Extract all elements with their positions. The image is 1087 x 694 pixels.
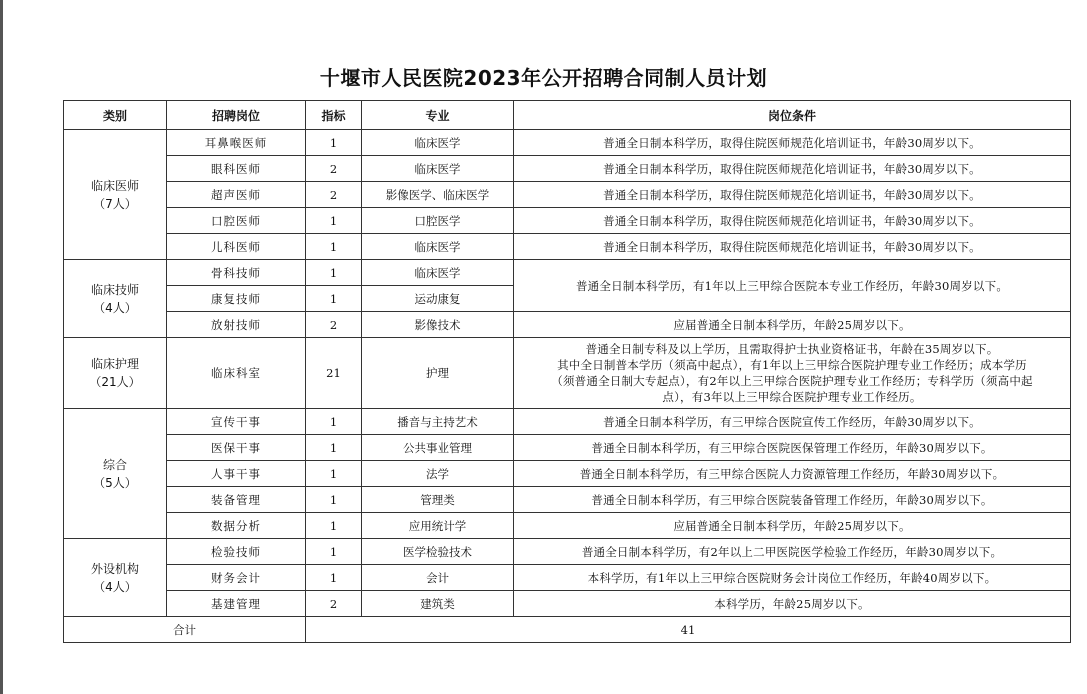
quota-cell: 1	[306, 130, 362, 156]
table-row	[64, 539, 1071, 565]
conditions-line: 普通全日制专科及以上学历，且需取得护士执业资格证书，年龄在35周岁以下。	[585, 342, 999, 356]
major-cell: 会计	[362, 565, 514, 591]
table-row	[64, 461, 1071, 487]
quota-cell: 1	[306, 565, 362, 591]
category-cell	[64, 130, 167, 260]
conditions-cell: 应届普通全日制本科学历，年龄25周岁以下。	[514, 312, 1071, 338]
conditions-cell: 普通全日制本科学历，有三甲综合医院人力资源管理工作经历，年龄30周岁以下。	[514, 461, 1071, 487]
major-cell: 护理	[362, 338, 514, 409]
position-cell: 儿科医师	[167, 234, 306, 260]
table-row	[64, 513, 1071, 539]
page-title: 十堰市人民医院2023年公开招聘合同制人员计划	[319, 66, 768, 90]
category-name: 临床技师	[90, 282, 139, 297]
table-row	[64, 260, 1071, 286]
quota-cell: 2	[306, 156, 362, 182]
header-position: 招聘岗位	[167, 101, 306, 130]
conditions-cell: 本科学历，年龄25周岁以下。	[514, 591, 1071, 617]
merged-conditions-cell: 普通全日制本科学历，有1年以上三甲综合医院本专业工作经历，年龄30周岁以下。	[514, 260, 1071, 312]
major-cell: 口腔医学	[362, 208, 514, 234]
quota-cell: 1	[306, 487, 362, 513]
conditions-cell: 普通全日制本科学历，取得住院医师规范化培训证书，年龄30周岁以下。	[514, 130, 1071, 156]
table-row	[64, 208, 1071, 234]
conditions-cell: 本科学历，有1年以上三甲综合医院财务会计岗位工作经历，年龄40周岁以下。	[514, 565, 1071, 591]
position-cell: 眼科医师	[167, 156, 306, 182]
table-row	[64, 156, 1071, 182]
header-quota: 指标	[306, 101, 362, 130]
conditions-line: （须普通全日制大专起点），有2年以上三甲综合医院护理专业工作经历；专科学历（须高中起	[551, 374, 1033, 388]
position-cell: 医保干事	[167, 435, 306, 461]
total-row	[64, 617, 1071, 643]
total-label: 合计	[64, 617, 306, 643]
quota-cell: 1	[306, 234, 362, 260]
table-row	[64, 409, 1071, 435]
quota-cell: 2	[306, 182, 362, 208]
conditions-line: 其中全日制普本学历（须高中起点），有1年以上三甲综合医院护理专业工作经历；成本学历	[557, 358, 1027, 372]
position-cell: 骨科技师	[167, 260, 306, 286]
category-cell	[64, 409, 167, 539]
quota-cell: 1	[306, 260, 362, 286]
position-cell: 装备管理	[167, 487, 306, 513]
position-cell: 宣传干事	[167, 409, 306, 435]
major-cell: 影像技术	[362, 312, 514, 338]
total-value: 41	[306, 617, 1071, 643]
quota-cell: 1	[306, 286, 362, 312]
quota-cell: 1	[306, 539, 362, 565]
category-name: 外设机构	[90, 561, 139, 576]
table-row	[64, 338, 1071, 409]
quota-cell: 1	[306, 208, 362, 234]
table-row	[64, 312, 1071, 338]
quota-cell: 1	[306, 513, 362, 539]
major-cell: 建筑类	[362, 591, 514, 617]
major-cell: 应用统计学	[362, 513, 514, 539]
quota-cell: 2	[306, 591, 362, 617]
category-cell	[64, 539, 167, 617]
conditions-cell: 普通全日制本科学历，取得住院医师规范化培训证书，年龄30周岁以下。	[514, 156, 1071, 182]
conditions-cell: 普通全日制本科学历，取得住院医师规范化培训证书，年龄30周岁以下。	[514, 182, 1071, 208]
conditions-line: 点），有3年以上三甲综合医院护理专业工作经历。	[662, 390, 922, 404]
major-cell: 临床医学	[362, 260, 514, 286]
category-name: 临床护理	[90, 357, 139, 371]
table-row	[64, 435, 1071, 461]
quota-cell: 1	[306, 409, 362, 435]
category-name: 综合	[102, 457, 127, 472]
position-cell: 耳鼻喉医师	[167, 130, 306, 156]
category-name: 临床医师	[90, 178, 139, 193]
major-cell: 播音与主持艺术	[362, 409, 514, 435]
header-conditions: 岗位条件	[514, 101, 1071, 130]
conditions-cell: 普通全日制本科学历，有2年以上二甲医院医学检验工作经历，年龄30周岁以下。	[514, 539, 1071, 565]
table-row	[64, 487, 1071, 513]
header-category: 类别	[64, 101, 167, 130]
quota-cell: 21	[306, 338, 362, 409]
quota-cell: 1	[306, 435, 362, 461]
conditions-cell: 普通全日制本科学历，有三甲综合医院医保管理工作经历，年龄30周岁以下。	[514, 435, 1071, 461]
conditions-cell: 普通全日制本科学历，取得住院医师规范化培训证书，年龄30周岁以下。	[514, 208, 1071, 234]
category-count: （5人）	[93, 475, 137, 490]
quota-cell: 1	[306, 461, 362, 487]
position-cell: 检验技师	[167, 539, 306, 565]
position-cell: 人事干事	[167, 461, 306, 487]
major-cell: 法学	[362, 461, 514, 487]
recruitment-plan-table	[63, 100, 1071, 643]
conditions-cell	[514, 338, 1071, 409]
category-count: （4人）	[93, 579, 137, 594]
position-cell: 康复技师	[167, 286, 306, 312]
category-count: （21人）	[89, 375, 141, 389]
quota-cell: 2	[306, 312, 362, 338]
position-cell: 口腔医师	[167, 208, 306, 234]
conditions-cell: 普通全日制本科学历，有三甲综合医院装备管理工作经历，年龄30周岁以下。	[514, 487, 1071, 513]
page-left-border	[0, 0, 3, 694]
major-cell: 管理类	[362, 487, 514, 513]
major-cell: 临床医学	[362, 234, 514, 260]
table-row	[64, 130, 1071, 156]
position-cell: 超声医师	[167, 182, 306, 208]
category-cell	[64, 338, 167, 409]
category-count: （4人）	[93, 300, 137, 315]
conditions-cell: 普通全日制本科学历，取得住院医师规范化培训证书，年龄30周岁以下。	[514, 234, 1071, 260]
table-row	[64, 565, 1071, 591]
table-row	[64, 234, 1071, 260]
position-cell: 临床科室	[167, 338, 306, 409]
category-count: （7人）	[93, 196, 137, 211]
position-cell: 基建管理	[167, 591, 306, 617]
category-cell	[64, 260, 167, 338]
table-row	[64, 591, 1071, 617]
position-cell: 财务会计	[167, 565, 306, 591]
header-major: 专业	[362, 101, 514, 130]
major-cell: 临床医学	[362, 156, 514, 182]
position-cell: 放射技师	[167, 312, 306, 338]
table-row	[64, 182, 1071, 208]
major-cell: 运动康复	[362, 286, 514, 312]
major-cell: 影像医学、临床医学	[362, 182, 514, 208]
header-row	[64, 101, 1071, 130]
conditions-cell: 应届普通全日制本科学历，年龄25周岁以下。	[514, 513, 1071, 539]
major-cell: 公共事业管理	[362, 435, 514, 461]
position-cell: 数据分析	[167, 513, 306, 539]
conditions-cell: 普通全日制本科学历，有三甲综合医院宣传工作经历，年龄30周岁以下。	[514, 409, 1071, 435]
major-cell: 医学检验技术	[362, 539, 514, 565]
major-cell: 临床医学	[362, 130, 514, 156]
